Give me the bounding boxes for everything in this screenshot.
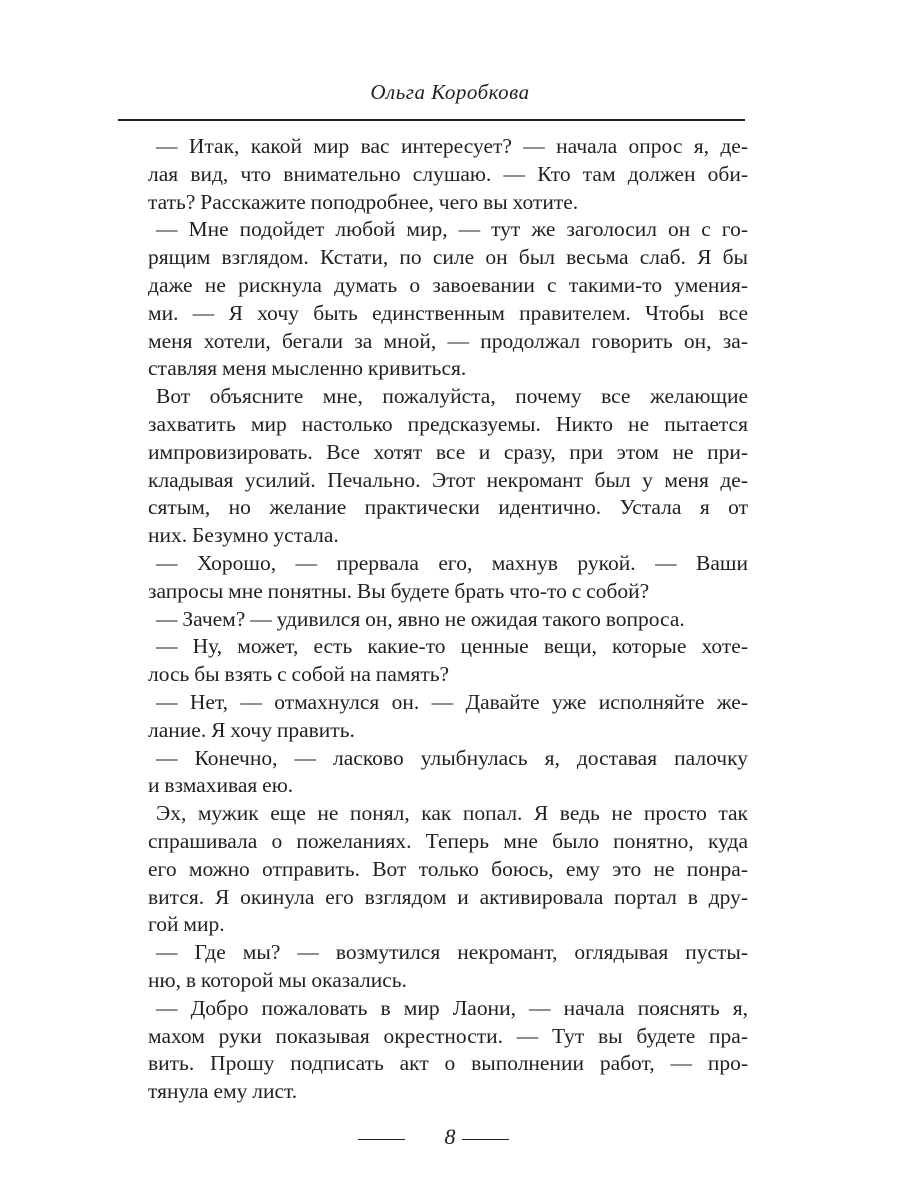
text-line: тать? Расскажите поподробнее, чего вы хотите. bbox=[148, 189, 579, 214]
text-line: лось бы взять с собой на память? bbox=[148, 662, 450, 687]
text-line: запросы мне понятны. Вы будете брать что-то с собой? bbox=[148, 578, 650, 603]
text-line: Вот объясните мне, пожалуйста, почему все желающие bbox=[156, 384, 748, 409]
paragraph bbox=[148, 939, 748, 995]
text-line: рящим взглядом. Кстати, по силе он был весьма слаб. Я бы bbox=[148, 245, 748, 270]
text-line: вить. Прошу подписать акт о выполнении работ, — про- bbox=[148, 1051, 748, 1076]
paragraph bbox=[148, 995, 748, 1106]
paragraph bbox=[148, 800, 748, 939]
paragraph bbox=[148, 745, 748, 801]
text-line: даже не рискнула думать о завоевании с такими-то умения- bbox=[148, 272, 748, 297]
text-line: них. Безумно устала. bbox=[148, 523, 339, 548]
text-line: — Где мы? — возмутился некромант, оглядывая пусты- bbox=[156, 940, 748, 965]
paragraph bbox=[148, 133, 748, 216]
paragraph bbox=[148, 606, 748, 634]
text-line: — Мне подойдет любой мир, — тут же заголосил он с го- bbox=[156, 217, 748, 242]
paragraph bbox=[148, 216, 748, 383]
header-divider bbox=[118, 119, 745, 121]
text-line: импровизировать. Все хотят все и сразу, при этом не при- bbox=[148, 439, 748, 464]
text-line: тянула ему лист. bbox=[148, 1079, 298, 1104]
page-number: 8 bbox=[444, 1124, 456, 1149]
text-line: спрашивала о пожеланиях. Теперь мне было понятно, куда bbox=[148, 828, 748, 853]
text-line: махом руки показывая окрестности. — Тут вы будете пра- bbox=[148, 1023, 748, 1048]
body-text bbox=[148, 133, 748, 1106]
text-line: ми. — Я хочу быть единственным правителем. Чтобы все bbox=[148, 300, 748, 325]
text-line: — Добро пожаловать в мир Лаони, — начала пояснять я, bbox=[156, 995, 748, 1020]
text-line: вится. Я окинула его взглядом и активировала портал в дру- bbox=[148, 884, 748, 909]
text-line: лая вид, что внимательно слушаю. — Кто там должен оби- bbox=[148, 161, 748, 186]
paragraph bbox=[148, 383, 748, 550]
text-line: — Нет, — отмахнулся он. — Давайте уже исполняйте же- bbox=[156, 689, 748, 714]
text-line: и взмахивая ею. bbox=[148, 773, 294, 798]
folio-rule-right bbox=[462, 1139, 509, 1140]
text-line: Эх, мужик еще не понял, как попал. Я ведь не просто так bbox=[156, 801, 748, 826]
paragraph bbox=[148, 550, 748, 606]
text-line: — Итак, какой мир вас интересует? — начала опрос я, де- bbox=[156, 134, 748, 158]
text-line: гой мир. bbox=[148, 912, 225, 937]
text-line: лание. Я хочу править. bbox=[148, 717, 355, 742]
text-line: его можно отправить. Вот только боюсь, ему это не понра- bbox=[148, 856, 748, 881]
running-head-author: Ольга Коробкова bbox=[370, 80, 530, 104]
text-line: кладывая усилий. Печально. Этот некромант был у меня де- bbox=[148, 467, 748, 492]
text-line: — Зачем? — удивился он, явно не ожидая такого вопроса. bbox=[156, 606, 685, 631]
text-line: ставляя меня мысленно кривиться. bbox=[148, 356, 467, 381]
text-line: захватить мир настолько предсказуемы. Никто не пытается bbox=[148, 411, 748, 436]
text-line: — Ну, может, есть какие-то ценные вещи, которые хоте- bbox=[156, 634, 748, 659]
paragraph bbox=[148, 689, 748, 745]
text-line: сятым, но желание практически идентично. Устала я от bbox=[148, 495, 748, 520]
text-line: — Конечно, — ласково улыбнулась я, доставая палочку bbox=[156, 745, 748, 770]
text-line: — Хорошо, — прервала его, махнув рукой. — Ваши bbox=[156, 550, 748, 575]
text-line: меня хотели, бегали за мной, — продолжал говорить он, за- bbox=[148, 328, 748, 353]
text-line: ню, в которой мы оказались. bbox=[148, 967, 407, 992]
paragraph bbox=[148, 633, 748, 689]
